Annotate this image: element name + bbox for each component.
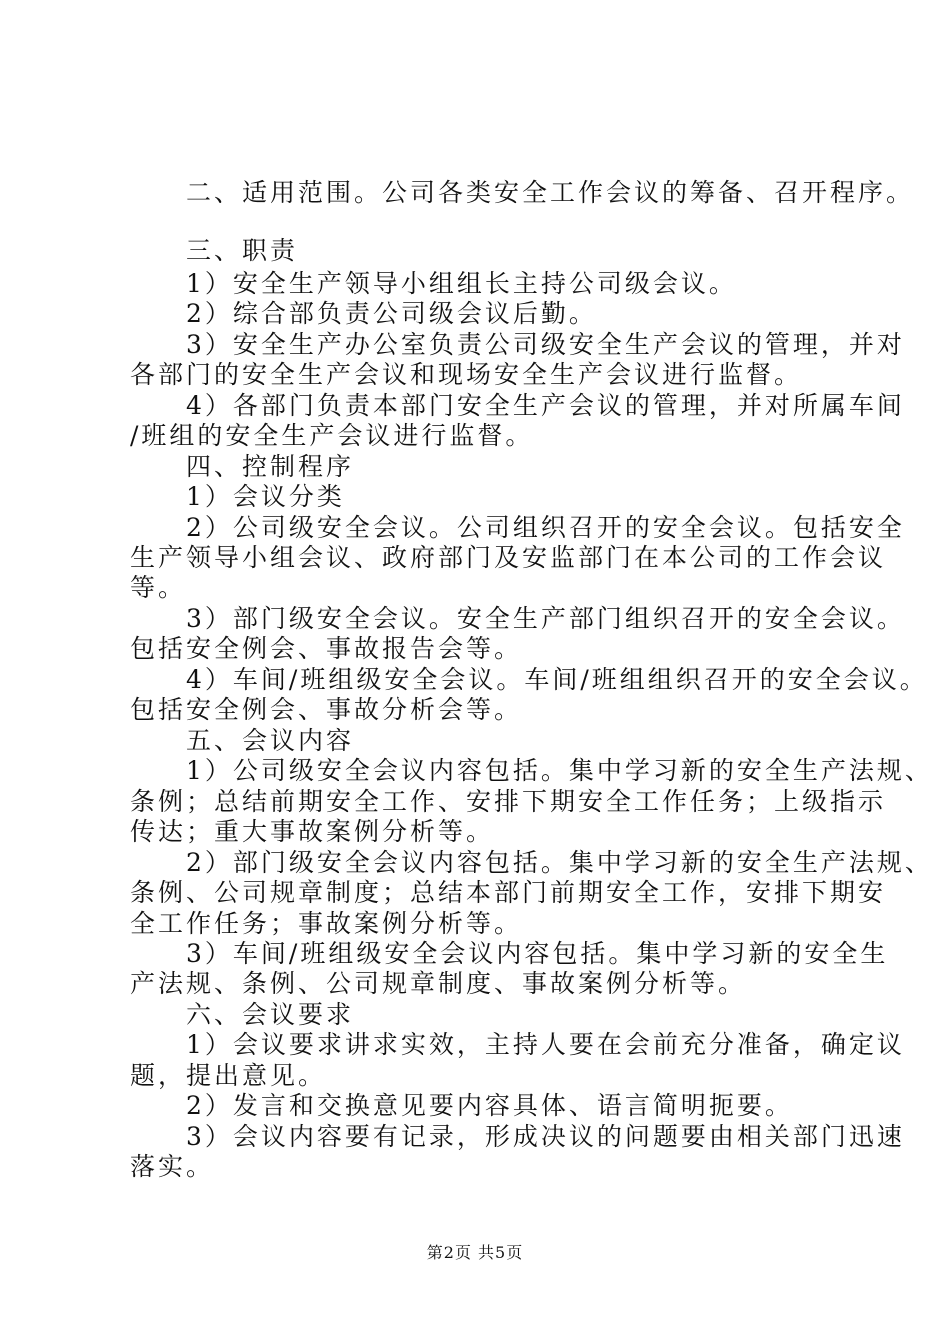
text-line: 2）部门级安全会议内容包括。集中学习新的安全生产法规、 xyxy=(130,848,933,877)
section-4-title: 四、控制程序 xyxy=(130,452,355,481)
text-line: 4）各部门负责本部门安全生产会议的管理，并对所属车间 xyxy=(130,391,905,420)
text-line: 条例、公司规章制度；总结本部门前期安全工作，安排下期安 xyxy=(130,878,887,907)
text-line: 产法规、条例、公司规章制度、事故案例分析等。 xyxy=(130,969,747,998)
section-2-title: 二、适用范围。公司各类安全工作会议的筹备、召开程序。 xyxy=(130,178,915,207)
page-number-footer: 第2页 共5页 xyxy=(426,1243,524,1262)
text-line: /班组的安全生产会议进行监督。 xyxy=(130,421,534,450)
text-line: 3）会议内容要有记录，形成决议的问题要由相关部门迅速 xyxy=(130,1122,905,1151)
text-line: 3）车间/班组级安全会议内容包括。集中学习新的安全生 xyxy=(130,939,889,968)
text-line: 包括安全例会、事故报告会等。 xyxy=(130,634,523,663)
text-line: 2）综合部负责公司级会议后勤。 xyxy=(130,299,597,328)
text-line: 包括安全例会、事故分析会等。 xyxy=(130,695,523,724)
text-line: 条例；总结前期安全工作、安排下期安全工作任务；上级指示 xyxy=(130,787,887,816)
text-line: 生产领导小组会议、政府部门及安监部门在本公司的工作会议 xyxy=(130,543,887,572)
text-line: 传达；重大事故案例分析等。 xyxy=(130,817,495,846)
text-line: 2）公司级安全会议。公司组织召开的安全会议。包括安全 xyxy=(130,513,905,542)
text-line: 题，提出意见。 xyxy=(130,1061,327,1090)
text-line: 3）部门级安全会议。安全生产部门组织召开的安全会议。 xyxy=(130,604,905,633)
text-line: 2）发言和交换意见要内容具体、语言简明扼要。 xyxy=(130,1091,793,1120)
text-line: 4）车间/班组级安全会议。车间/班组组织召开的安全会议。 xyxy=(130,665,928,694)
text-line: 等。 xyxy=(130,573,187,602)
text-line: 各部门的安全生产会议和现场安全生产会议进行监督。 xyxy=(130,360,803,389)
text-line: 全工作任务；事故案例分析等。 xyxy=(130,909,523,938)
section-3-title: 三、职责 xyxy=(130,236,299,265)
section-6-title: 六、会议要求 xyxy=(130,1000,355,1029)
section-5-title: 五、会议内容 xyxy=(130,726,355,755)
text-line: 1）安全生产领导小组组长主持公司级会议。 xyxy=(130,269,737,298)
text-line: 落实。 xyxy=(130,1152,215,1181)
text-line: 1）公司级安全会议内容包括。集中学习新的安全生产法规、 xyxy=(130,756,933,785)
text-line: 1）会议要求讲求实效，主持人要在会前充分准备，确定议 xyxy=(130,1030,905,1059)
text-line: 1）会议分类 xyxy=(130,482,345,511)
text-line: 3）安全生产办公室负责公司级安全生产会议的管理，并对 xyxy=(130,330,905,359)
